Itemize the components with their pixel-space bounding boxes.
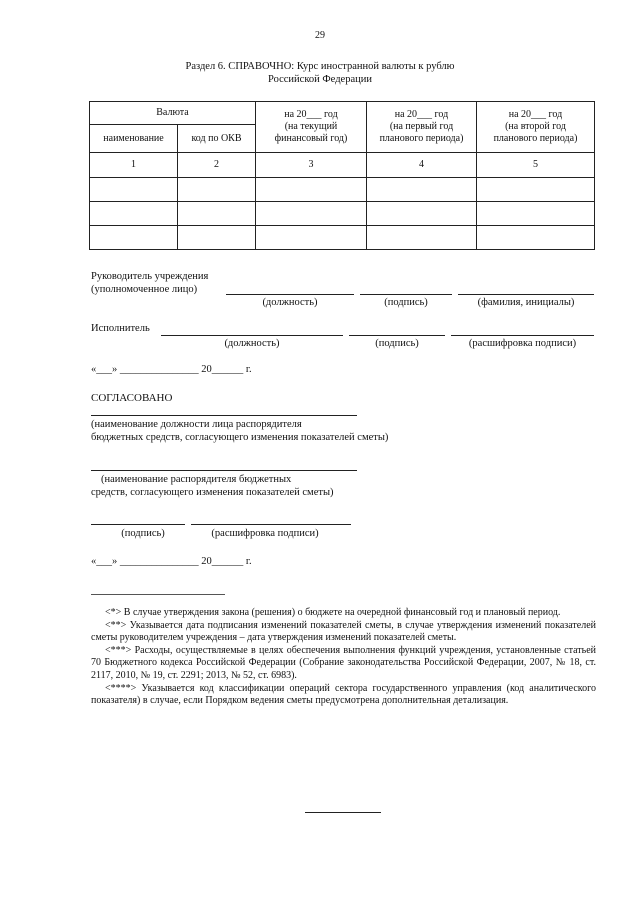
table-cell[interactable] bbox=[367, 202, 477, 226]
head-label bbox=[91, 270, 208, 296]
head-position-line[interactable] bbox=[226, 294, 354, 295]
approved-caption-2-line2: средств, согласующего изменения показателей сметы) bbox=[91, 487, 334, 498]
approved-caption-1 bbox=[91, 418, 388, 444]
approved-caption-1-line1: (наименование должности лица распорядителя bbox=[91, 419, 302, 430]
head-caption-name: (фамилия, инициалы) bbox=[477, 297, 575, 308]
approved-title: СОГЛАСОВАНО bbox=[91, 392, 173, 404]
executor-position-line[interactable] bbox=[161, 335, 343, 336]
year-current-l2: (на текущий bbox=[284, 121, 338, 132]
section-title bbox=[0, 60, 640, 86]
col-number: 5 bbox=[477, 153, 595, 178]
approved-caption-2-line1: (наименование распорядителя бюджетных bbox=[101, 474, 292, 485]
head-caption-signature: (подпись) bbox=[384, 297, 428, 308]
year-second-header bbox=[477, 102, 595, 153]
table-cell[interactable] bbox=[178, 178, 256, 202]
table-cell[interactable] bbox=[90, 202, 178, 226]
table-cell[interactable] bbox=[367, 178, 477, 202]
section-title-line2: Российской Федерации bbox=[268, 74, 372, 85]
table-cell[interactable] bbox=[90, 226, 178, 250]
year-second-l2: (на второй год bbox=[505, 121, 566, 132]
footnote-separator bbox=[91, 594, 225, 595]
col-number: 3 bbox=[256, 153, 367, 178]
footnote-2: <**> Указывается дата подписания изменений показателей сметы, в случае утверждения изменений показателей сметы руководителем учреждения – дата утверждения изменений показателей сметы. bbox=[91, 619, 596, 644]
table-cell[interactable] bbox=[367, 226, 477, 250]
head-caption-position: (должность) bbox=[262, 297, 318, 308]
executor-decode-line[interactable] bbox=[451, 335, 594, 336]
year-current-l3: финансовый год) bbox=[274, 133, 348, 144]
table-cell[interactable] bbox=[477, 178, 595, 202]
head-signature-line[interactable] bbox=[360, 294, 452, 295]
head-name-line[interactable] bbox=[458, 294, 594, 295]
date-line-1[interactable]: «___» _______________ 20______ г. bbox=[91, 364, 252, 375]
executor-caption-decode: (расшифровка подписи) bbox=[468, 338, 577, 349]
head-label-line2: (уполномоченное лицо) bbox=[91, 284, 198, 295]
table-cell[interactable] bbox=[256, 178, 367, 202]
executor-signature-line[interactable] bbox=[349, 335, 445, 336]
page-number: 29 bbox=[315, 30, 325, 41]
approved-distributor-line[interactable] bbox=[91, 470, 357, 471]
approved-caption-2 bbox=[91, 473, 334, 499]
currency-header: Валюта bbox=[90, 102, 256, 125]
table-row bbox=[90, 226, 595, 250]
table-cell[interactable] bbox=[477, 226, 595, 250]
year-first-l2: (на первый год bbox=[389, 121, 454, 132]
table-cell[interactable] bbox=[256, 226, 367, 250]
col-name-header: наименование bbox=[90, 125, 178, 153]
col-number: 4 bbox=[367, 153, 477, 178]
year-second-l1: на 20___ год bbox=[508, 109, 563, 120]
approved-position-line[interactable] bbox=[91, 415, 357, 416]
table-cell[interactable] bbox=[90, 178, 178, 202]
footnote-4: <****> Указывается код классификации операций сектора государственного управления (код аналитического показателя) в случае, если Порядком ведения сметы предусмотрена дополнительная детализация. bbox=[91, 682, 596, 707]
executor-caption-position: (должность) bbox=[224, 338, 280, 349]
approved-caption-decode: (расшифровка подписи) bbox=[211, 528, 319, 539]
year-first-l1: на 20___ год bbox=[394, 109, 449, 120]
end-separator bbox=[305, 812, 381, 813]
footnotes bbox=[91, 607, 596, 708]
table-row bbox=[90, 178, 595, 202]
footnote-1: <*> В случае утверждения закона (решения) о бюджете на очередной финансовый год и плановый период. bbox=[105, 607, 561, 618]
col-number: 1 bbox=[90, 153, 178, 178]
approved-caption-signature: (подпись) bbox=[121, 528, 165, 539]
currency-rate-table bbox=[89, 101, 595, 250]
executor-caption-signature: (подпись) bbox=[375, 338, 419, 349]
table-cell[interactable] bbox=[178, 226, 256, 250]
table-row bbox=[90, 202, 595, 226]
year-current-l1: на 20___ год bbox=[284, 109, 338, 120]
year-current-header bbox=[256, 102, 367, 153]
approved-caption-1-line2: бюджетных средств, согласующего изменения показателей сметы) bbox=[91, 432, 389, 443]
date-line-2[interactable]: «___» _______________ 20______ г. bbox=[91, 556, 252, 567]
col-code-header: код по ОКВ bbox=[178, 125, 256, 153]
year-second-l3: планового периода) bbox=[493, 133, 578, 144]
footnote-3: <***> Расходы, осуществляемые в целях обеспечения выполнения функций учреждения, установленные статьей 70 Бюджетного кодекса Российской Федерации (Собрание законодательства Российской Федерации, 2007, № 18, ст. 2117, 2010, № 19, ст. 2291; 2013, № 52, ст. 6983). bbox=[91, 644, 596, 681]
year-first-header bbox=[367, 102, 477, 153]
approved-decode-line[interactable] bbox=[191, 524, 351, 525]
table-cell[interactable] bbox=[477, 202, 595, 226]
head-label-line1: Руководитель учреждения bbox=[91, 271, 209, 282]
col-number: 2 bbox=[178, 153, 256, 178]
section-title-line1: Раздел 6. СПРАВОЧНО: Курс иностранной валюты к рублю bbox=[185, 61, 455, 72]
approved-signature-line[interactable] bbox=[91, 524, 185, 525]
executor-label: Исполнитель bbox=[91, 323, 150, 334]
year-first-l3: планового периода) bbox=[379, 133, 464, 144]
table-cell[interactable] bbox=[256, 202, 367, 226]
table-cell[interactable] bbox=[178, 202, 256, 226]
